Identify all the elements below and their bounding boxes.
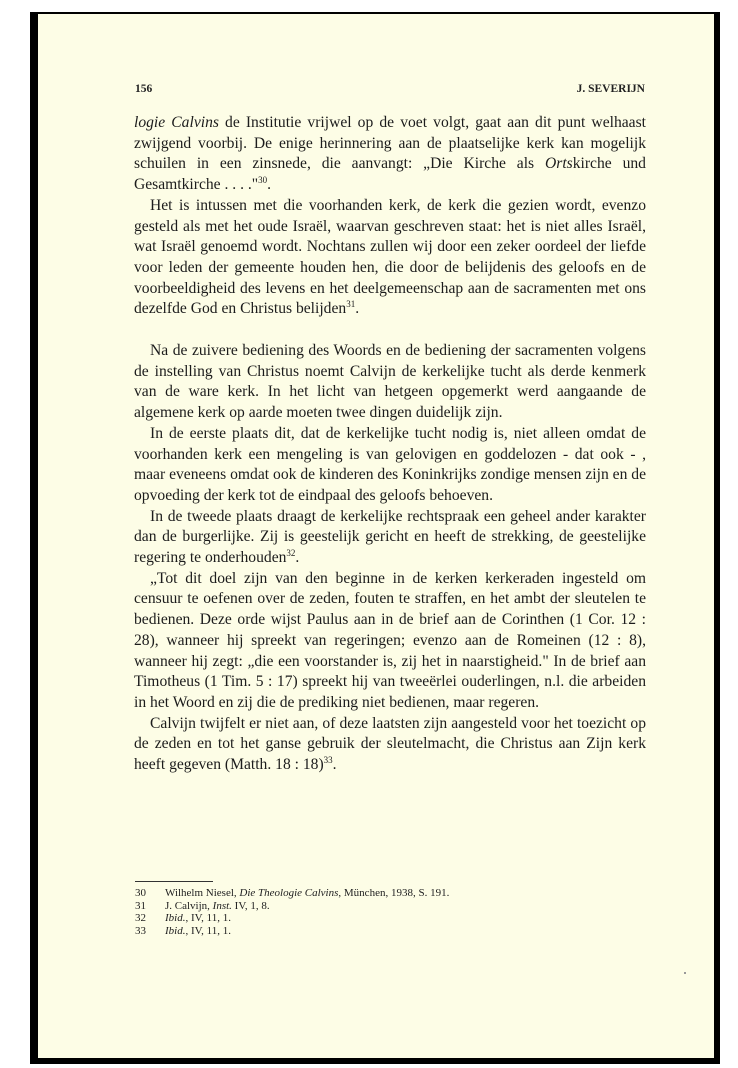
footnote-text — [165, 925, 231, 938]
text-run: , München, 1938, S. 191. — [338, 887, 450, 899]
italic-text: logie Calvins — [134, 114, 219, 131]
text-run: J. Calvijn, — [165, 899, 213, 912]
footnote-number: 32 — [135, 912, 146, 925]
text-run: kirche und Gesamtkirche . . . ." — [134, 155, 646, 194]
footnote-rule — [135, 881, 213, 882]
text-run: „Tot dit doel zijn van den beginne in de kerken kerkeraden ingesteld om censuur te oefenen over de zeden, fouten te straffen, en het ambt der sleutelen te bedienen. Deze orde wijst Paulus aan in de brief aan de Corinthen (1 Cor. 12 : 28), wanneer hij spreekt van regeringen; evenzo aan de Romeinen (12 : 8), wanneer hij zegt: „die een voorstander is, zij het in naarstigheid." In de brief aan Timotheus (1 Tim. 5 : 17) spreekt hij van tweeërlei ouderlingen, n.l. die arbeiden in het Woord en zij die de prediking niet bedienen, maar regeren. — [134, 569, 646, 711]
footnote — [135, 925, 645, 938]
text-run: In de tweede plaats draagt de kerkelijke rechtspraak een geheel ander karakter dan de burgerlijke. Zij is geestelijk gericht en heeft de strekking, de geestelijke regering te onderhouden — [134, 507, 646, 567]
text-run: Het is intussen met die voorhanden kerk, de kerk die gezien wordt, evenzo gesteld als met het oude Israël, waarvan geschreven staat: het is niet alles Israël, wat Israël genoemd wordt. Nochtans zullen wij door een zeker oordeel der liefde voor leden der gemeente houden hen, die door de belijdenis des geloofs en de voorbeeldigheid des levens en het deelgemeenschap aan de sacramenten met ons dezelfde God en Christus belijden — [134, 196, 646, 318]
text-run: , IV, 11, 1. — [185, 924, 232, 937]
page-number: 156 — [135, 83, 153, 95]
text-run: , IV, 11, 1. — [185, 912, 232, 925]
paragraph — [134, 507, 646, 569]
paragraph — [134, 341, 646, 424]
footnote-number: 30 — [135, 887, 146, 899]
footnote-ref: 32 — [286, 548, 296, 559]
scan-speck — [684, 972, 686, 974]
paragraph — [134, 714, 646, 776]
italic-text: Ibid. — [165, 912, 186, 925]
footnote — [135, 887, 645, 900]
footnote-text — [165, 900, 270, 913]
italic-text: Ibid. — [165, 924, 186, 937]
footnote-text — [165, 912, 231, 925]
paragraph — [134, 569, 646, 714]
footnote-text — [165, 887, 449, 900]
italic-text: Die Theologie Calvins — [239, 887, 339, 899]
text-run: Na de zuivere bediening des Woords en de bediening der sacramenten volgens de instelling van Christus noemt Calvijn de kerkelijke tucht als derde kenmerk van de ware kerk. In het licht van hetgeen opgemerkt werd aangaande de algemene kerk op aarde moeten twee dingen duidelijk zijn. — [134, 342, 646, 422]
running-author: J. SEVERIJN — [576, 83, 645, 95]
footnote-number: 33 — [135, 924, 146, 937]
italic-text: Inst. — [212, 899, 232, 912]
text-run: . — [295, 549, 300, 567]
footnote-ref: 30 — [258, 175, 268, 186]
italic-text: Orts — [545, 155, 573, 173]
footnote — [135, 912, 645, 925]
paragraph — [134, 196, 646, 320]
footnote-number: 31 — [135, 899, 146, 912]
paragraph — [134, 424, 646, 507]
footnotes — [135, 887, 645, 937]
paragraph — [134, 113, 646, 196]
text-run: de Institutie vrijwel op de voet volgt, gaat aan dit punt welhaast zwijgend voorbij. De enige herinnering aan de plaatselijke kerk kan mogelijk schuilen in een zinsnede, die aanvangt: „Die Kirche als — [134, 114, 646, 173]
text-run: . — [332, 756, 337, 774]
text-run: . — [355, 300, 360, 318]
text-run: In de eerste plaats dit, dat de kerkelijke tucht nodig is, niet alleen omdat de voorhanden kerk een mengeling is van gelovigen en goddelozen - dat ook - , maar eveneens omdat ook de kinderen des Koninkrijks zondige mensen zijn en de opvoeding der kerk tot de eindpaal des geloofs behoeven. — [134, 424, 646, 504]
text-run: Calvijn twijfelt er niet aan, of deze laatsten zijn aangesteld voor het toezicht op de zeden en tot het ganse gebruik der sleutelmacht, die Christus aan Zijn kerk heeft gegeven (Matth. 18 : 18) — [134, 714, 646, 774]
text-run: IV, 1, 8. — [231, 899, 270, 912]
text-run: . — [267, 176, 272, 194]
footnote — [135, 900, 645, 913]
footnote-ref: 31 — [346, 299, 356, 310]
text-run: Wilhelm Niesel, — [165, 887, 240, 899]
footnote-ref: 33 — [323, 755, 333, 766]
running-header — [135, 83, 645, 95]
body-text — [134, 113, 646, 776]
